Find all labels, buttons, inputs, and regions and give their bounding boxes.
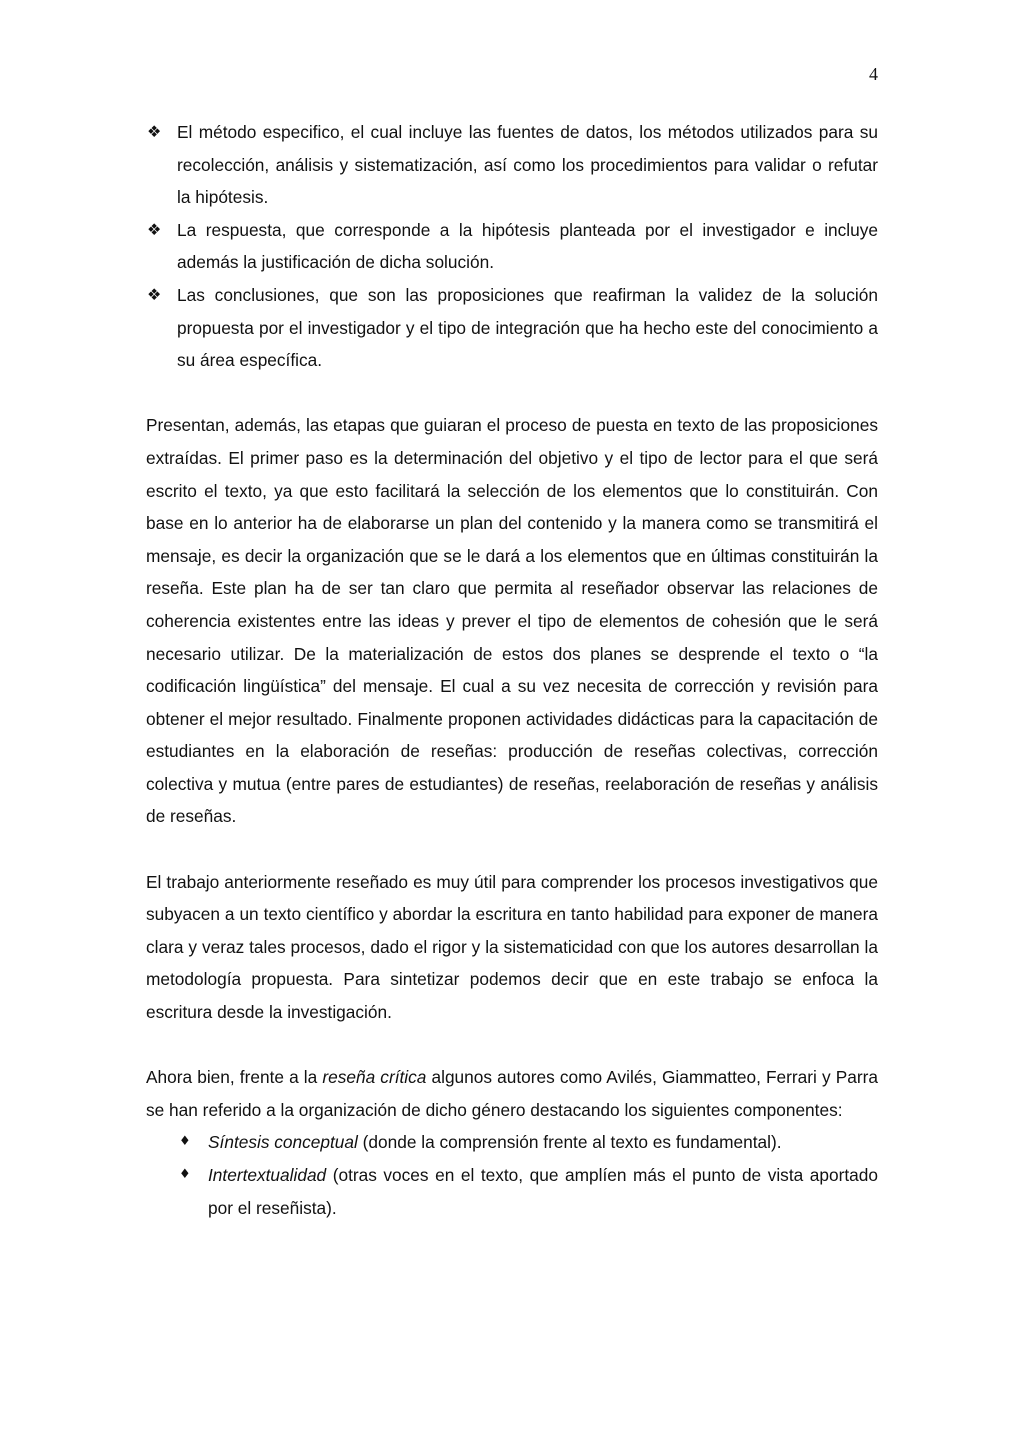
list-item xyxy=(146,1159,878,1224)
component-term: Intertextualidad xyxy=(208,1165,327,1185)
paragraph-text-after: algunos autores como Avilés, Giammatteo, Ferrari y Parra se han referido a la organización de dicho género destacando los siguientes componentes: xyxy=(146,1067,878,1120)
four-diamond-bullet-icon: ❖ xyxy=(147,284,162,304)
component-description: (donde la comprensión frente al texto es fundamental). xyxy=(357,1132,782,1153)
page-number: 4 xyxy=(869,64,878,84)
paragraph-resena-critica xyxy=(146,1061,878,1126)
emphasis-resena-critica: reseña crítica xyxy=(322,1067,427,1088)
four-diamond-bullet-icon: ❖ xyxy=(147,219,162,239)
list-item xyxy=(146,1126,878,1159)
paragraph-etapas: Presentan, además, las etapas que guiaran el proceso de puesta en texto de las proposiciones extraídas. El primer paso es la determinación del objetivo y el tipo de lector para el que será escrito el texto, ya que esto facilitará la selección de los elementos que lo constituirán. Con base en lo anterior ha de elaborarse un plan del contenido y la manera como se transmitirá el mensaje, es decir la organización que se le dará a los elementos que en últimas constituirán la reseña. Este plan ha de ser tan claro que permita al reseñador observar las relaciones de coherencia existentes entre las ideas y prever el tipo de elementos de cohesión que le será necesario utilizar. De la materialización de estos dos planes se desprende el texto o “la codificación lingüística” del mensaje. El cual a su vez necesita de corrección y revisión para obtener el mejor resultado. Finalmente proponen actividades didácticas para la capacitación de estudiantes en la elaboración de reseñas: producción de reseñas colectivas, corrección colectiva y mutua (entre pares de estudiantes) de reseñas, reelaboración de reseñas y análisis de reseñas. xyxy=(146,415,878,827)
component-term: Síntesis conceptual xyxy=(208,1132,358,1153)
four-diamond-bullet-icon: ❖ xyxy=(147,122,162,141)
list-item xyxy=(146,214,878,279)
component-list xyxy=(146,1126,878,1224)
bullet-list xyxy=(146,116,878,377)
list-item-text: La respuesta, que corresponde a la hipótesis planteada por el investigador e incluye además la justificación de dicha solución. xyxy=(177,219,878,273)
list-item-text: Las conclusiones, que son las proposiciones que reafirman la validez de la solución propuesta por el investigador y el tipo de integración que ha hecho este del conocimiento a su área específica. xyxy=(177,284,878,371)
document-body xyxy=(146,116,878,1224)
list-item xyxy=(146,279,878,377)
component-description: (otras voces en el texto, que amplíen más el punto de vista aportado por el reseñista). xyxy=(208,1165,878,1218)
list-item-text: El método especifico, el cual incluye las fuentes de datos, los métodos utilizados para su recolección, análisis y sistematización, así como los procedimientos para validar o refutar la hipótesis. xyxy=(177,122,878,208)
diamond-bullet-icon: ♦ xyxy=(179,1134,191,1150)
paragraph-text-before: Ahora bien, frente a la xyxy=(146,1067,323,1088)
paragraph-trabajo: El trabajo anteriormente reseñado es muy útil para comprender los procesos investigativos que subyacen a un texto científico y abordar la escritura en tanto habilidad para exponer de manera clara y veraz tales procesos, dado el rigor y la sistematicidad con que los autores desarrollan la metodología propuesta. Para sintetizar podemos decir que en este trabajo se enfoca la escritura desde la investigación. xyxy=(146,871,878,1023)
list-item xyxy=(146,116,878,214)
diamond-bullet-icon: ♦ xyxy=(179,1167,191,1182)
